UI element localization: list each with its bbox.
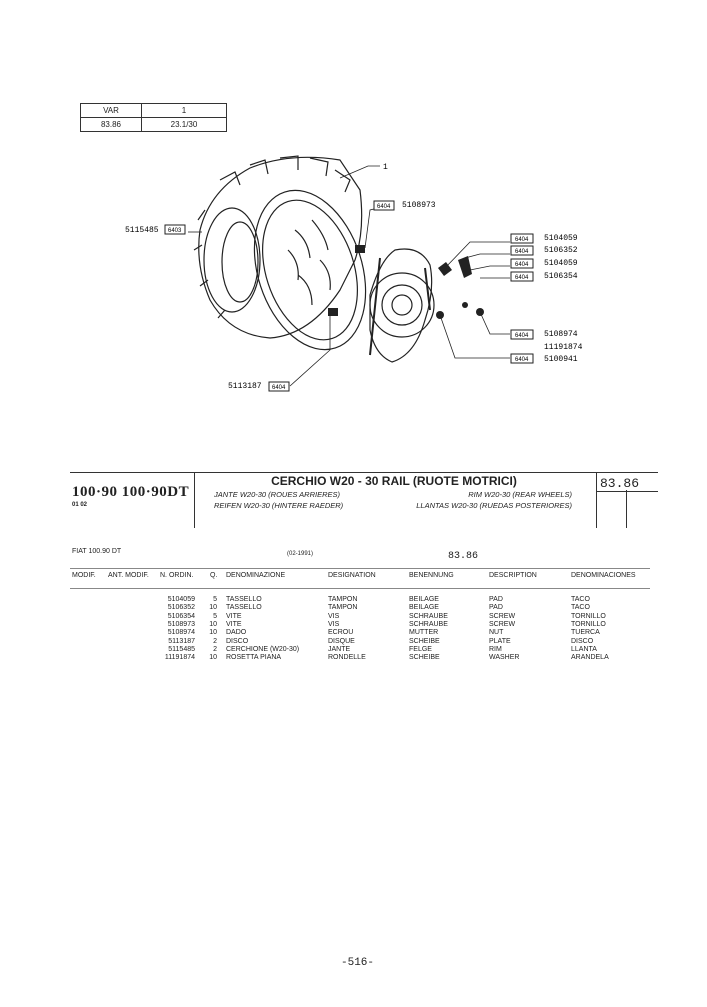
code-box-r2: 6404 xyxy=(515,249,529,255)
callout-r2-part: 5106352 xyxy=(544,246,578,255)
title-en: RIM W20-30 (REAR WHEELS) xyxy=(468,490,572,499)
callout-r4-part: 5106354 xyxy=(544,272,578,281)
row-qty: 10 xyxy=(209,629,217,637)
row-de: SCHRAUBE xyxy=(409,620,448,628)
title-de: REIFEN W20-30 (HINTERE RAEDER) xyxy=(214,501,344,510)
row-it: DISCO xyxy=(226,637,249,645)
col-qty: Q. xyxy=(210,572,218,579)
var-row-value: 23.1/30 xyxy=(142,118,227,132)
leader-lines xyxy=(188,166,510,386)
tire-drawing xyxy=(194,156,385,364)
row-num: 5108973 xyxy=(167,620,195,628)
var-header-label: VAR xyxy=(81,104,142,118)
row-es: TUERCA xyxy=(571,629,600,637)
row-es: TORNILLO xyxy=(571,612,606,620)
row-fr: JANTE xyxy=(328,645,351,653)
row-it: ROSETTA PIANA xyxy=(226,654,282,662)
row-qty: 10 xyxy=(209,604,217,612)
row-qty: 2 xyxy=(213,637,217,645)
row-num: 5104059 xyxy=(167,596,195,603)
row-qty: 2 xyxy=(213,645,217,653)
sub-model: 01 02 xyxy=(72,502,88,508)
code-box-r7: 6404 xyxy=(515,357,529,363)
callout-r1-part: 5104059 xyxy=(544,234,578,243)
code-box-left: 6403 xyxy=(168,228,182,234)
row-num: 5113187 xyxy=(168,637,195,645)
row-it: VITE xyxy=(226,612,242,620)
code-box-top: 6404 xyxy=(377,204,391,210)
header-divider-left xyxy=(194,472,195,528)
row-es: ARANDELA xyxy=(571,654,609,662)
var-header-value: 1 xyxy=(142,104,227,118)
callout-r3-part: 5104059 xyxy=(544,259,578,268)
meta-date: (02-1991) xyxy=(287,551,314,557)
row-it: CERCHIONE (W20-30) xyxy=(226,645,300,653)
header-divider-code xyxy=(626,490,627,528)
row-fr: VIS xyxy=(328,620,340,628)
row-de: SCHEIBE xyxy=(409,637,440,645)
col-designation: DESIGNATION xyxy=(328,572,376,579)
col-denominaciones: DENOMINACIONES xyxy=(571,572,636,579)
row-es: TACO xyxy=(571,596,590,603)
row-num: 5106354 xyxy=(167,612,195,620)
code-box-r3: 6404 xyxy=(515,262,529,268)
callout-r5-part: 5108974 xyxy=(544,330,578,339)
hub-disc-drawing xyxy=(370,249,434,362)
callout-r6-part: 11191874 xyxy=(544,343,583,352)
wheel-exploded-diagram xyxy=(125,150,610,395)
callout-left-part: 5115485 xyxy=(125,226,159,235)
meta-code: 83.86 xyxy=(448,551,479,562)
row-it: VITE xyxy=(226,620,242,628)
row-en: PLATE xyxy=(489,637,511,645)
row-de: MUTTER xyxy=(409,629,439,637)
row-qty: 10 xyxy=(209,620,217,628)
row-fr: VIS xyxy=(328,612,340,620)
col-benennung: BENENNUNG xyxy=(409,572,454,579)
code-box-r4: 6404 xyxy=(515,275,529,281)
row-fr: DISQUE xyxy=(328,637,355,645)
row-it: TASSELLO xyxy=(226,596,262,603)
title-fr: JANTE W20-30 (ROUES ARRIERES) xyxy=(214,490,340,499)
var-table xyxy=(80,103,227,132)
callout-r7-part: 5100941 xyxy=(544,355,578,364)
row-es: DISCO xyxy=(571,637,594,645)
row-en: WASHER xyxy=(489,654,520,662)
row-es: LLANTA xyxy=(571,645,597,653)
col-description: DESCRIPTION xyxy=(489,572,537,579)
callout-top-part: 5108973 xyxy=(402,201,436,210)
row-num: 5108974 xyxy=(167,629,195,637)
row-en: RIM xyxy=(489,645,502,653)
header-divider-right xyxy=(596,472,597,528)
row-de: SCHEIBE xyxy=(409,654,440,662)
row-es: TACO xyxy=(571,604,590,612)
row-qty: 5 xyxy=(213,612,217,620)
model-name: 100·90 100·90DT xyxy=(72,484,190,500)
code-box-r5: 6404 xyxy=(515,333,529,339)
row-qty: 10 xyxy=(209,654,217,662)
row-de: FELGE xyxy=(409,645,432,653)
col-n-ordin: N. ORDIN. xyxy=(160,572,194,579)
columns-top-rule xyxy=(70,568,650,569)
code-box-r1: 6404 xyxy=(515,237,529,243)
callout-bottom-part: 5113187 xyxy=(228,382,262,391)
row-num: 11191874 xyxy=(164,654,195,662)
row-num: 5106352 xyxy=(167,604,195,612)
col-denominazione: DENOMINAZIONE xyxy=(226,572,286,579)
col-ant-modif: ANT. MODIF. xyxy=(108,572,149,579)
page-title: CERCHIO W20 - 30 RAIL (RUOTE MOTRICI) xyxy=(271,474,517,488)
row-fr: ECROU xyxy=(328,629,354,637)
title-es: LLANTAS W20-30 (RUEDAS POSTERIORES) xyxy=(416,501,572,510)
columns-bottom-rule xyxy=(70,588,650,589)
row-de: BEILAGE xyxy=(409,604,439,612)
code-box-bottom: 6404 xyxy=(272,385,286,391)
row-en: SCREW xyxy=(489,612,516,620)
col-modif: MODIF. xyxy=(72,572,96,579)
page-number: -516- xyxy=(341,957,375,969)
row-en: SCREW xyxy=(489,620,516,628)
row-en: PAD xyxy=(489,596,503,603)
row-qty: 5 xyxy=(213,596,217,603)
row-fr: RONDELLE xyxy=(328,654,366,662)
row-en: PAD xyxy=(489,604,503,612)
row-it: DADO xyxy=(226,629,247,637)
row-fr: TAMPON xyxy=(328,596,358,603)
row-de: BEILAGE xyxy=(409,596,439,603)
row-it: TASSELLO xyxy=(226,604,262,612)
row-en: NUT xyxy=(489,629,504,637)
row-es: TORNILLO xyxy=(571,620,606,628)
header-top-rule xyxy=(70,472,658,473)
meta-model: FIAT 100.90 DT xyxy=(72,548,122,555)
page-code: 83.86 xyxy=(600,476,640,491)
row-fr: TAMPON xyxy=(328,604,358,612)
row-de: SCHRAUBE xyxy=(409,612,448,620)
row-num: 5115485 xyxy=(168,645,195,653)
code-underline xyxy=(596,491,658,492)
callout-item-1: 1 xyxy=(383,163,388,172)
var-row-label: 83.86 xyxy=(81,118,142,132)
